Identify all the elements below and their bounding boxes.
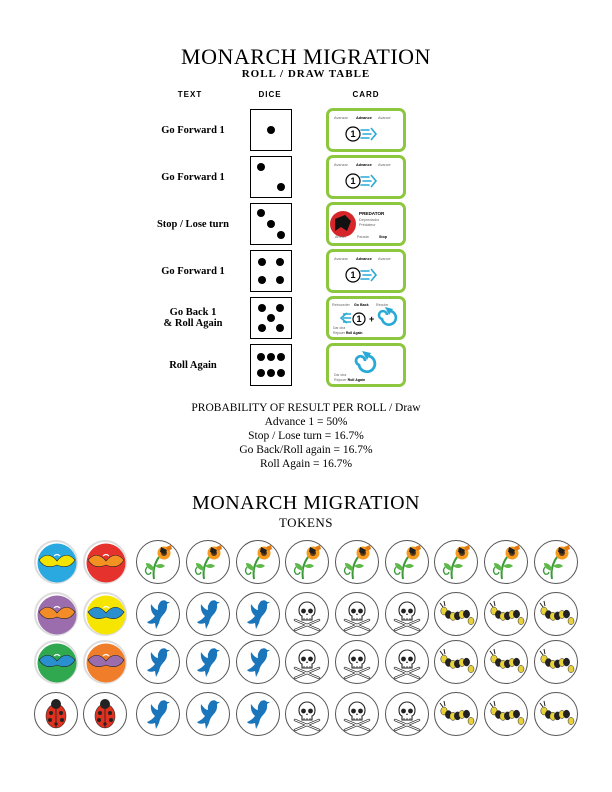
bird-token: [136, 692, 180, 736]
caterpillar-token: [434, 640, 478, 684]
caterpillar-token: [484, 692, 528, 736]
sunflower-icon: [237, 541, 279, 583]
sunflower-token: [385, 540, 429, 584]
butterfly-icon: [36, 594, 78, 636]
die-pip: [258, 324, 266, 332]
skull-token: [385, 592, 429, 636]
table-title: ROLL / DRAW TABLE: [241, 68, 371, 80]
sunflower-icon: [336, 541, 378, 583]
butterfly-token: [34, 540, 78, 584]
column-header-card: CARD: [352, 90, 380, 99]
caterpillar-token: [534, 592, 578, 636]
tokens-title: MONARCH MIGRATION: [192, 492, 420, 514]
bird-token: [236, 692, 280, 736]
bird-token: [186, 692, 230, 736]
ladybug-icon: [35, 693, 77, 735]
sunflower-icon: [386, 541, 428, 583]
bird-icon: [137, 641, 179, 683]
die-face-5: [250, 297, 292, 339]
bird-token: [136, 592, 180, 636]
sunflower-token: [285, 540, 329, 584]
skull-icon: [336, 693, 378, 735]
probability-line: Advance 1 = 50%: [264, 416, 348, 428]
svg-text:RetrocederGo BackReculer: Retroceder Go Back Reculer: [332, 303, 389, 307]
svg-text:ArrêterParadaStop: Arrêter Parada Stop: [335, 235, 387, 239]
butterfly-icon: [85, 542, 127, 584]
row-label: Roll Again: [169, 359, 217, 371]
bird-icon: [187, 593, 229, 635]
svg-text:Dar otra: Dar otra: [334, 373, 347, 377]
sunflower-icon: [535, 541, 577, 583]
skull-token: [335, 640, 379, 684]
svg-text:Dar otra: Dar otra: [333, 326, 346, 330]
caterpillar-icon: [535, 693, 577, 735]
row-label: Go Forward 1: [161, 171, 225, 183]
probability-heading: PROBABILITY OF RESULT PER ROLL / Draw: [191, 402, 421, 414]
row-label: Go Forward 1: [161, 124, 225, 136]
caterpillar-token: [434, 592, 478, 636]
bird-token: [186, 640, 230, 684]
page-title: MONARCH MIGRATION: [181, 44, 431, 69]
sunflower-icon: [435, 541, 477, 583]
ladybug-token: [83, 692, 127, 736]
die-pip: [277, 183, 285, 191]
die-pip: [258, 304, 266, 312]
butterfly-token: [83, 540, 127, 584]
card-advance: [326, 155, 406, 199]
die-face-3: [250, 203, 292, 245]
svg-text:AvanzarAdvanceAvance: Avanzar Advance Avance: [334, 257, 391, 261]
svg-text:Rejouer Roll Again: Rejouer Roll Again: [333, 331, 363, 335]
card-advance: [326, 249, 406, 293]
butterfly-token: [34, 640, 78, 684]
card-advance: [326, 108, 406, 152]
caterpillar-icon: [435, 693, 477, 735]
bird-icon: [187, 641, 229, 683]
skull-token: [285, 692, 329, 736]
svg-text:Rejouer Roll Again: Rejouer Roll Again: [334, 378, 366, 382]
probability-line: Go Back/Roll again = 16.7%: [239, 444, 373, 456]
svg-text:+: +: [369, 314, 375, 324]
die-pip: [267, 353, 275, 361]
svg-text:1: 1: [350, 129, 356, 139]
svg-text:PREDATOR: PREDATOR: [359, 211, 385, 216]
die-pip: [276, 258, 284, 266]
caterpillar-token: [534, 640, 578, 684]
sunflower-token: [186, 540, 230, 584]
die-pip: [267, 126, 275, 134]
die-pip: [267, 220, 275, 228]
caterpillar-icon: [435, 593, 477, 635]
ladybug-icon: [84, 693, 126, 735]
sunflower-token: [136, 540, 180, 584]
caterpillar-icon: [535, 593, 577, 635]
skull-token: [285, 640, 329, 684]
skull-icon: [386, 593, 428, 635]
svg-text:Depredador: Depredador: [359, 218, 380, 222]
die-pip: [258, 258, 266, 266]
bird-icon: [237, 593, 279, 635]
card-rollagain: [326, 343, 406, 387]
die-pip: [276, 304, 284, 312]
probability-line: Stop / Lose turn = 16.7%: [248, 430, 364, 442]
die-face-2: [250, 156, 292, 198]
skull-icon: [386, 693, 428, 735]
butterfly-icon: [85, 594, 127, 636]
sunflower-icon: [187, 541, 229, 583]
sunflower-icon: [286, 541, 328, 583]
svg-text:1: 1: [350, 176, 356, 186]
die-pip: [277, 353, 285, 361]
bird-icon: [237, 693, 279, 735]
die-pip: [257, 353, 265, 361]
bird-icon: [237, 641, 279, 683]
die-pip: [257, 163, 265, 171]
bird-icon: [187, 693, 229, 735]
die-pip: [267, 314, 275, 322]
die-face-1: [250, 109, 292, 151]
butterfly-icon: [36, 642, 78, 684]
die-pip: [267, 369, 275, 377]
bird-icon: [137, 693, 179, 735]
die-pip: [257, 209, 265, 217]
butterfly-token: [83, 640, 127, 684]
caterpillar-token: [484, 640, 528, 684]
bird-token: [236, 640, 280, 684]
sunflower-icon: [485, 541, 527, 583]
probability-line: Roll Again = 16.7%: [259, 458, 353, 470]
sunflower-token: [236, 540, 280, 584]
die-pip: [257, 369, 265, 377]
sunflower-token: [335, 540, 379, 584]
bird-icon: [137, 593, 179, 635]
row-label: Go Forward 1: [161, 265, 225, 277]
ladybug-token: [34, 692, 78, 736]
svg-text:1: 1: [356, 314, 362, 324]
skull-icon: [286, 593, 328, 635]
bird-token: [236, 592, 280, 636]
skull-icon: [336, 641, 378, 683]
card-goback: [326, 296, 406, 340]
svg-text:AvanzarAdvanceAvance: Avanzar Advance Avance: [334, 163, 391, 167]
caterpillar-icon: [485, 593, 527, 635]
die-pip: [277, 231, 285, 239]
svg-text:AvanzarAdvanceAvance: Avanzar Advance Avance: [334, 116, 391, 120]
butterfly-icon: [36, 542, 78, 584]
column-header-dice: DICE: [258, 90, 282, 99]
caterpillar-icon: [485, 641, 527, 683]
bird-token: [136, 640, 180, 684]
caterpillar-token: [484, 592, 528, 636]
skull-icon: [336, 593, 378, 635]
row-label: Go Back 1 & Roll Again: [163, 307, 223, 329]
skull-token: [335, 592, 379, 636]
sunflower-icon: [137, 541, 179, 583]
skull-token: [285, 592, 329, 636]
die-pip: [277, 369, 285, 377]
butterfly-token: [34, 592, 78, 636]
sunflower-token: [484, 540, 528, 584]
die-pip: [276, 324, 284, 332]
caterpillar-icon: [485, 693, 527, 735]
skull-token: [385, 640, 429, 684]
tokens-subtitle: TOKENS: [278, 515, 334, 530]
skull-icon: [386, 641, 428, 683]
skull-icon: [286, 693, 328, 735]
die-face-4: [250, 250, 292, 292]
svg-text:1: 1: [350, 270, 356, 280]
die-pip: [258, 276, 266, 284]
card-predator: [326, 202, 406, 246]
skull-token: [385, 692, 429, 736]
bird-token: [186, 592, 230, 636]
caterpillar-token: [434, 692, 478, 736]
butterfly-icon: [85, 642, 127, 684]
die-pip: [276, 276, 284, 284]
svg-text:Prédateur: Prédateur: [359, 223, 376, 227]
sunflower-token: [434, 540, 478, 584]
row-label: Stop / Lose turn: [156, 218, 230, 230]
butterfly-token: [83, 592, 127, 636]
caterpillar-token: [534, 692, 578, 736]
skull-icon: [286, 641, 328, 683]
column-header-text: TEXT: [177, 90, 203, 99]
sunflower-token: [534, 540, 578, 584]
caterpillar-icon: [435, 641, 477, 683]
skull-token: [335, 692, 379, 736]
caterpillar-icon: [535, 641, 577, 683]
die-face-6: [250, 344, 292, 386]
